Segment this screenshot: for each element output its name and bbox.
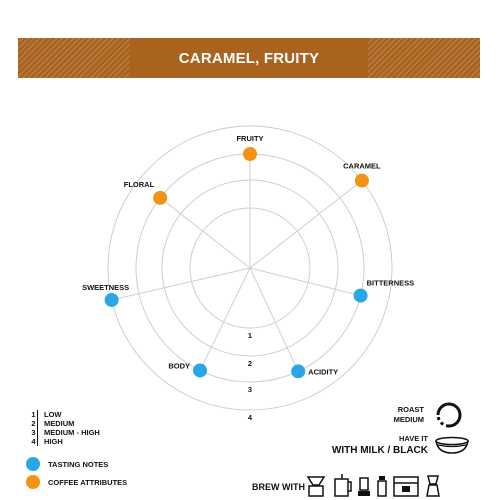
radar-spoke — [160, 198, 250, 268]
scale-legend-num: 1 — [30, 410, 38, 419]
page-title: CARAMEL, FRUITY — [178, 49, 320, 67]
scale-legend-num: 4 — [30, 437, 38, 446]
radar-ring-labels — [248, 331, 253, 422]
french-press-icon — [332, 474, 352, 498]
scale-legend-row — [30, 428, 100, 437]
have-it-info — [331, 434, 470, 458]
ring-label: 3 — [247, 385, 253, 394]
radar-spoke — [250, 181, 362, 268]
radar-point-fruity — [243, 147, 257, 161]
legend-tasting-notes-label: TASTING NOTES — [48, 459, 109, 469]
radar-spoke — [112, 268, 250, 300]
brew-icons — [305, 474, 447, 498]
radar-point-caramel — [355, 174, 369, 188]
axis-label-body: BODY — [168, 361, 191, 371]
scale-legend-text: HIGH — [44, 437, 63, 446]
tasting-notes-dot — [26, 457, 40, 471]
have-it-value: WITH MILK / BLACK — [331, 445, 428, 456]
radar-point-floral — [153, 191, 167, 205]
radar-point-bitterness — [354, 289, 368, 303]
axis-label-acidity: ACIDITY — [308, 367, 339, 377]
axis-label-caramel: CARAMEL — [343, 161, 381, 171]
legend-coffee-attributes — [26, 475, 127, 489]
scale-legend-row — [30, 410, 100, 419]
axis-label-fruity: FRUITY — [236, 134, 264, 143]
scale-legend-text: LOW — [44, 410, 62, 419]
pour-over-icon — [305, 474, 327, 498]
scale-legend-row — [30, 437, 100, 446]
moka-pot-icon — [424, 474, 442, 498]
legend-coffee-attributes-label: COFFEE ATTRIBUTES — [48, 477, 128, 487]
axis-label-floral: FLORAL — [123, 179, 155, 189]
brew-with — [250, 474, 480, 498]
roast-info — [392, 402, 462, 432]
ring-label: 4 — [247, 413, 253, 422]
scale-legend-num: 2 — [30, 419, 38, 428]
scale-legend-num: 3 — [30, 428, 38, 437]
axis-label-sweetness: SWEETNESS — [82, 282, 130, 292]
ring-label: 2 — [247, 359, 253, 368]
radar-point-body — [193, 363, 207, 377]
scale-legend-text: MEDIUM - HIGH — [44, 428, 100, 437]
have-it-label: HAVE IT — [398, 434, 428, 443]
aeropress-icon — [357, 474, 371, 498]
cup-icon — [434, 436, 470, 456]
scale-legend — [30, 410, 100, 446]
axis-label-bitterness: BITTERNESS — [366, 278, 415, 288]
roast-value: MEDIUM — [393, 415, 424, 424]
scale-legend-row — [30, 419, 100, 428]
brew-label: BREW WITH — [252, 482, 305, 492]
roast-level-icon — [436, 402, 462, 428]
espresso-machine-icon — [393, 474, 419, 498]
legend-tasting-notes — [26, 457, 108, 471]
radar-point-sweetness — [105, 293, 119, 307]
ring-label: 1 — [247, 331, 253, 340]
cold-brew-icon — [376, 474, 388, 498]
roast-label: ROAST — [397, 405, 424, 414]
coffee-attributes-dot — [26, 475, 40, 489]
scale-legend-text: MEDIUM — [44, 419, 75, 428]
radar-point-acidity — [291, 364, 305, 378]
radar-spoke — [200, 268, 253, 370]
